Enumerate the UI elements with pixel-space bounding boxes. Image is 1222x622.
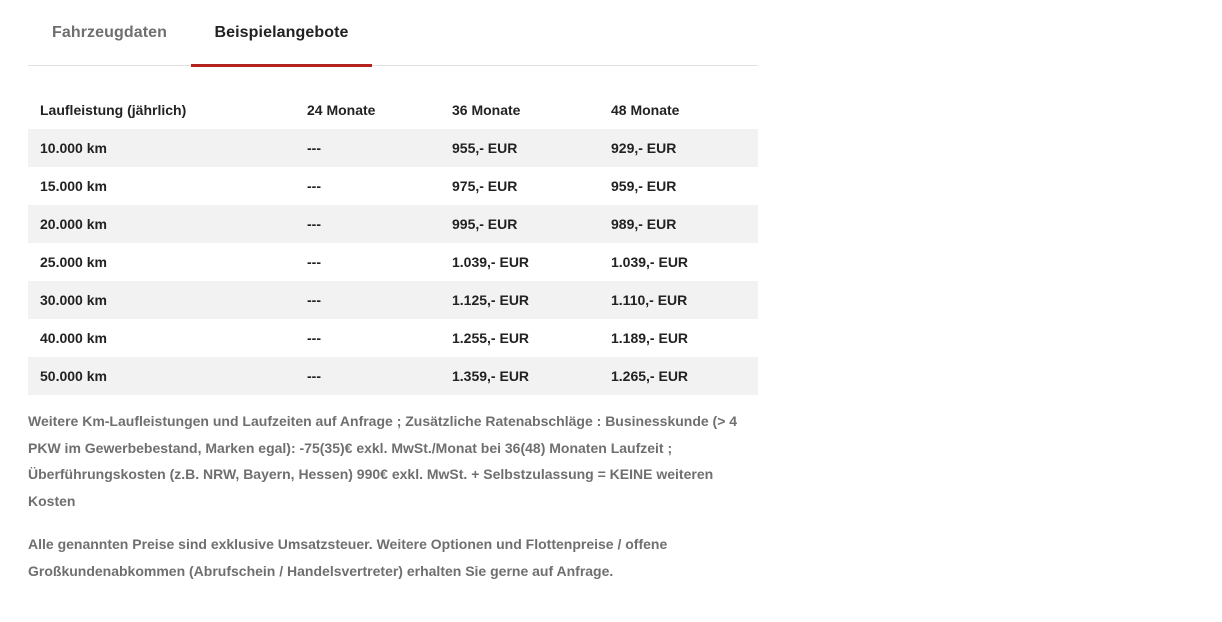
cell-24-months: --- xyxy=(307,292,321,308)
cell-mileage: 25.000 km xyxy=(40,254,107,270)
cell-mileage: 10.000 km xyxy=(40,140,107,156)
cell-36-months: 1.039,- EUR xyxy=(452,254,530,270)
cell-48-months: 1.110,- EUR xyxy=(611,292,688,308)
cell-24-months: --- xyxy=(307,330,321,346)
cell-mileage: 20.000 km xyxy=(40,216,107,232)
offers-panel xyxy=(28,0,758,584)
table-header-row xyxy=(28,91,758,129)
cell-mileage: 15.000 km xyxy=(40,178,107,194)
table-row xyxy=(28,167,758,205)
conditions-note: Weitere Km-Laufleistungen und Laufzeiten auf Anfrage ; Zusätzliche Ratenabschläge : Businesskunde (> 4 PKW im Gewerbebestand, Marken egal): -75(35)€ exkl. MwSt./Monat bei 36(48) Monaten Laufzeit ; Überführungskosten (z.B. NRW, Bayern, Hessen) 990€ exkl. MwSt. + Selbstzulassung = KEINE weiteren Kosten xyxy=(28,413,738,510)
table-row xyxy=(28,357,758,395)
cell-36-months: 1.255,- EUR xyxy=(452,330,530,346)
cell-36-months: 995,- EUR xyxy=(452,216,518,232)
header-48-months: 48 Monate xyxy=(611,102,680,118)
cell-36-months: 955,- EUR xyxy=(452,140,518,156)
cell-mileage: 50.000 km xyxy=(40,368,107,384)
cell-48-months: 959,- EUR xyxy=(611,178,677,194)
header-36-months: 36 Monate xyxy=(452,102,521,118)
header-24-months: 24 Monate xyxy=(307,102,376,118)
header-mileage: Laufleistung (jährlich) xyxy=(40,102,187,118)
table-row xyxy=(28,243,758,281)
tab-bar xyxy=(28,0,758,66)
cell-mileage: 40.000 km xyxy=(40,330,107,346)
cell-48-months: 1.039,- EUR xyxy=(611,254,689,270)
cell-mileage: 30.000 km xyxy=(40,292,107,308)
offers-table xyxy=(28,91,758,395)
cell-48-months: 989,- EUR xyxy=(611,216,677,232)
cell-24-months: --- xyxy=(307,254,321,270)
tab-example-offers[interactable]: Beispielangebote xyxy=(191,0,372,66)
table-row xyxy=(28,281,758,319)
table-row xyxy=(28,205,758,243)
cell-48-months: 929,- EUR xyxy=(611,140,677,156)
disclaimer-note: Alle genannten Preise sind exklusive Umsatzsteuer. Weitere Optionen und Flottenpreise / offene Großkundenabkommen (Abrufschein / Handelsvertreter) erhalten Sie gerne auf Anfrage. xyxy=(28,535,668,579)
cell-24-months: --- xyxy=(307,216,321,232)
cell-36-months: 975,- EUR xyxy=(452,178,518,194)
cell-36-months: 1.359,- EUR xyxy=(452,368,530,384)
cell-24-months: --- xyxy=(307,140,321,156)
cell-48-months: 1.265,- EUR xyxy=(611,368,689,384)
table-row xyxy=(28,129,758,167)
table-row xyxy=(28,319,758,357)
cell-24-months: --- xyxy=(307,178,321,194)
cell-48-months: 1.189,- EUR xyxy=(611,330,689,346)
cell-24-months: --- xyxy=(307,368,321,384)
tab-vehicle-data[interactable]: Fahrzeugdaten xyxy=(51,24,168,41)
cell-36-months: 1.125,- EUR xyxy=(452,292,530,308)
